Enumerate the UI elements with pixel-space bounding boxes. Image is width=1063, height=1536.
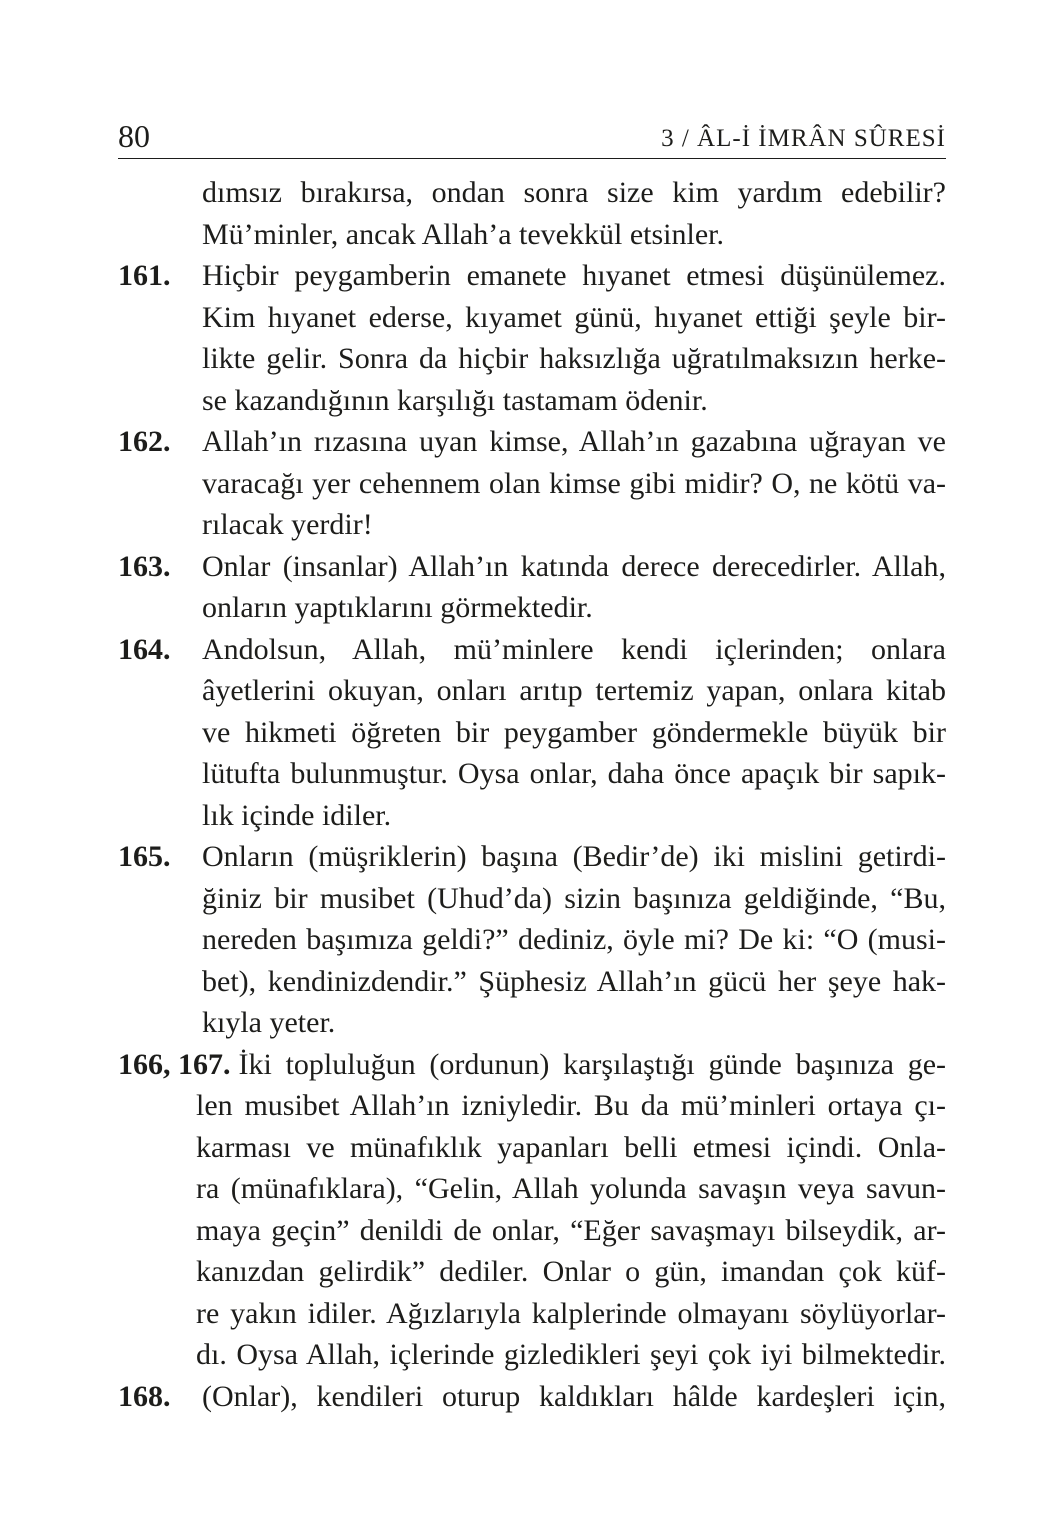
text-line: ra (münafıklara), “Gelin, Allah yolunda savaşın veya savun- bbox=[196, 1172, 946, 1205]
text-line: rılacak yerdir! bbox=[202, 508, 373, 541]
text-line: onların yaptıklarını görmektedir. bbox=[202, 591, 593, 624]
verse-number: 161. bbox=[118, 259, 171, 292]
running-title: 3 / ÂL-İ İMRÂN SÛRESİ bbox=[661, 125, 946, 152]
page-header bbox=[118, 118, 946, 159]
text-line: se kazandığının karşılığı tastamam ödenir. bbox=[202, 383, 708, 417]
verse-number: 168. bbox=[118, 1379, 171, 1413]
text-line: Kim hıyanet ederse, kıyamet günü, hıyanet ettiği şeyle bir- bbox=[202, 300, 946, 334]
text-line: kıyla yeter. bbox=[202, 1006, 336, 1039]
verse-168 bbox=[118, 1376, 946, 1418]
text-line: ğiniz bir musibet (Uhud’da) sizin başınıza geldiğinde, “Bu, bbox=[202, 881, 946, 915]
text-line: nereden başımıza geldi?” dediniz, öyle mi? De ki: “O (musi- bbox=[202, 923, 946, 956]
verse-number: 164. bbox=[118, 632, 171, 666]
text-line: Allah’ın rızasına uyan kimse, Allah’ın gazabına uğrayan ve bbox=[202, 425, 946, 458]
verse-166-167 bbox=[118, 1044, 946, 1376]
text-line: dımsız bırakırsa, ondan sonra size kim yardım edebilir? bbox=[202, 176, 946, 209]
verse-number: 163. bbox=[118, 549, 171, 583]
text-line: (Onlar), kendileri oturup kaldıkları hâlde kardeşleri için, bbox=[202, 1379, 946, 1413]
text-line: Hiçbir peygamberin emanete hıyanet etmesi düşünülemez. bbox=[202, 259, 946, 292]
page-body bbox=[118, 172, 946, 1417]
verse-number: 166, 167. bbox=[118, 1047, 231, 1081]
verse-165 bbox=[118, 836, 946, 1044]
text-line: Andolsun, Allah, mü’minlere kendi içlerinden; onlara bbox=[202, 632, 946, 666]
text-line: karması ve münafıklık yapanları belli etmesi içindi. Onla- bbox=[196, 1130, 946, 1164]
verse-number: 162. bbox=[118, 425, 171, 458]
text-line: varacağı yer cehennem olan kimse gibi midir? O, ne kötü va- bbox=[202, 466, 946, 500]
text-line: Onlar (insanlar) Allah’ın katında derece derecedirler. Allah, bbox=[202, 549, 946, 583]
text-line: âyetlerini okuyan, onları arıtıp tertemiz yapan, onlara kitab bbox=[202, 674, 946, 707]
text-line: likte gelir. Sonra da hiçbir haksızlığa uğratılmaksızın herke- bbox=[202, 342, 946, 375]
verse-161 bbox=[118, 255, 946, 421]
text-line: bet), kendinizdendir.” Şüphesiz Allah’ın gücü her şeye hak- bbox=[202, 964, 946, 998]
continuation-paragraph bbox=[118, 172, 946, 255]
verse-163 bbox=[118, 546, 946, 629]
text-line: kanızdan gelirdik” dediler. Onlar o gün, imandan çok küf- bbox=[196, 1255, 946, 1288]
text-line: len musibet Allah’ın izniyledir. Bu da mü’minleri ortaya çı- bbox=[196, 1089, 946, 1122]
text-line: lütufta bulunmuştur. Oysa onlar, daha önce apaçık bir sapık- bbox=[202, 757, 946, 790]
text-line: re yakın idiler. Ağızlarıyla kalplerinde olmayanı söylüyorlar- bbox=[196, 1296, 946, 1330]
text-line: lık içinde idiler. bbox=[202, 798, 392, 832]
page-number: 80 bbox=[118, 118, 150, 154]
text-line: ve hikmeti öğreten bir peygamber göndermekle büyük bir bbox=[202, 715, 946, 749]
verse-162 bbox=[118, 421, 946, 546]
verse-number: 165. bbox=[118, 840, 171, 873]
text-line: Onların (müşriklerin) başına (Bedir’de) iki mislini getirdi- bbox=[202, 840, 946, 873]
text-line: İki topluluğun (ordunun) karşılaştığı günde başınıza ge- bbox=[238, 1047, 946, 1081]
text-line: dı. Oysa Allah, içlerinde gizledikleri şeyi çok iyi bilmektedir. bbox=[196, 1338, 946, 1371]
text-line: Mü’minler, ancak Allah’a tevekkül etsinler. bbox=[202, 217, 724, 251]
verse-164 bbox=[118, 629, 946, 837]
text-line: maya geçin” denildi de onlar, “Eğer savaşmayı bilseydik, ar- bbox=[196, 1213, 946, 1247]
